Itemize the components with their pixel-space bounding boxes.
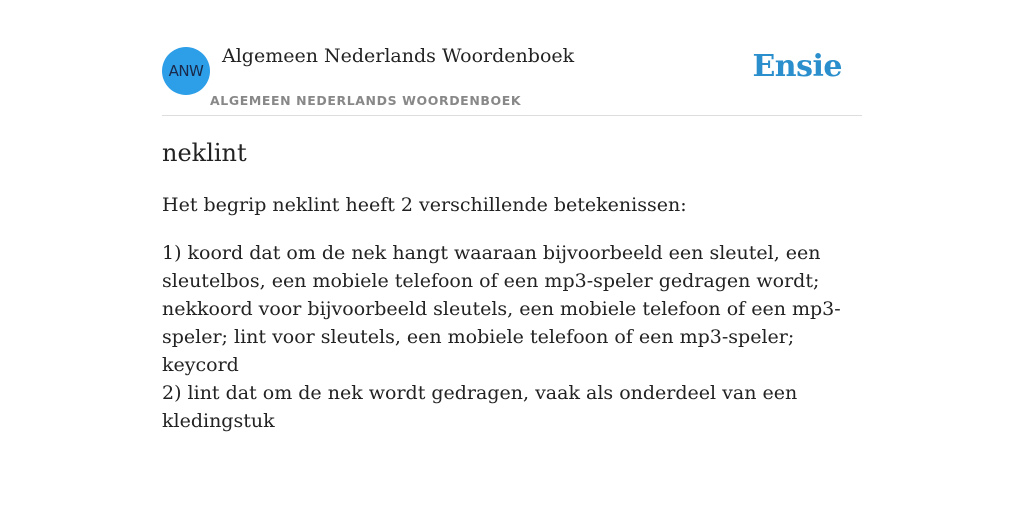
meanings-list (162, 239, 862, 435)
intro-text: Het begrip neklint heeft 2 verschillende betekenissen: (162, 194, 687, 216)
anw-logo (162, 47, 210, 95)
definition-card (162, 0, 862, 512)
headword: neklint (162, 139, 247, 167)
meaning-item: 1) koord dat om de nek hangt waaraan bijvoorbeeld een sleutel, een sleutelbos, een mobiele telefoon of een mp3-speler gedragen wordt; nekkoord voor bijvoorbeeld sleutels, een mobiele telefoon of een mp3-speler; lint voor sleutels, een mobiele telefoon of een mp3-speler; keycord (162, 242, 841, 376)
header-divider (162, 115, 862, 116)
meaning-item: 2) lint dat om de nek wordt gedragen, vaak als onderdeel van een kledingstuk (162, 382, 798, 432)
source-title[interactable]: Algemeen Nederlands Woordenboek (222, 45, 575, 67)
logo-text: ANW (168, 62, 204, 80)
source-subtitle: ALGEMEEN NEDERLANDS WOORDENBOEK (210, 93, 522, 108)
ensie-logo[interactable]: Ensie (752, 49, 842, 84)
